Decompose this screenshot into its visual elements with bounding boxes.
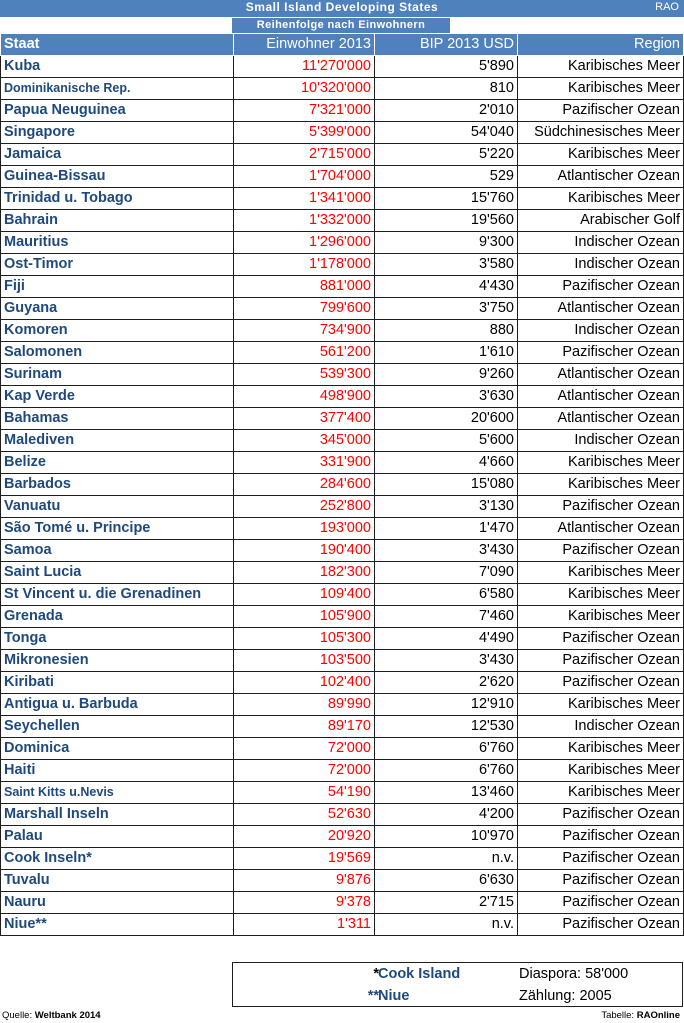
cell-region: Atlantischer Ozean <box>518 386 684 408</box>
table-body <box>1 56 684 936</box>
footnote-row <box>233 963 684 985</box>
cell-staat: Kuba <box>1 56 234 78</box>
table-row <box>1 232 684 254</box>
cell-einwohner: 105'900 <box>234 606 375 628</box>
column-header-bip: BIP 2013 USD <box>375 34 518 56</box>
cell-staat: Vanuatu <box>1 496 234 518</box>
table-row <box>1 276 684 298</box>
cell-einwohner: 1'178'000 <box>234 254 375 276</box>
cell-region: Karibisches Meer <box>518 188 684 210</box>
cell-region: Karibisches Meer <box>518 144 684 166</box>
cell-region: Indischer Ozean <box>518 716 684 738</box>
cell-bip: 19'560 <box>375 210 518 232</box>
cell-staat: Ost-Timor <box>1 254 234 276</box>
table-row <box>1 826 684 848</box>
table-row <box>1 716 684 738</box>
cell-staat: Mauritius <box>1 232 234 254</box>
cell-staat: Salomonen <box>1 342 234 364</box>
cell-region: Pazifischer Ozean <box>518 672 684 694</box>
cell-einwohner: 539'300 <box>234 364 375 386</box>
cell-einwohner: 1'332'000 <box>234 210 375 232</box>
cell-bip: 810 <box>375 78 518 100</box>
cell-region: Pazifischer Ozean <box>518 496 684 518</box>
column-header-region: Region <box>518 34 684 56</box>
cell-bip: 4'430 <box>375 276 518 298</box>
cell-staat: Trinidad u. Tobago <box>1 188 234 210</box>
cell-region: Karibisches Meer <box>518 694 684 716</box>
cell-staat: Surinam <box>1 364 234 386</box>
cell-bip: 9'300 <box>375 232 518 254</box>
cell-bip: 3'430 <box>375 540 518 562</box>
cell-bip: 5'600 <box>375 430 518 452</box>
page-subtitle: Reihenfolge nach Einwohnern <box>232 17 450 34</box>
table-row <box>1 452 684 474</box>
table-row <box>1 166 684 188</box>
cell-einwohner: 1'704'000 <box>234 166 375 188</box>
footnote-box <box>232 962 683 1007</box>
cell-bip: 4'200 <box>375 804 518 826</box>
cell-region: Karibisches Meer <box>518 606 684 628</box>
table-row <box>1 474 684 496</box>
footnote-name: Cook Island <box>378 966 461 982</box>
cell-bip: 880 <box>375 320 518 342</box>
cell-bip: n.v. <box>375 848 518 870</box>
cell-bip: 7'460 <box>375 606 518 628</box>
cell-staat: Seychellen <box>1 716 234 738</box>
cell-bip: 6'760 <box>375 760 518 782</box>
cell-staat: Malediven <box>1 430 234 452</box>
cell-bip: 7'090 <box>375 562 518 584</box>
cell-staat: Kap Verde <box>1 386 234 408</box>
cell-bip: 5'220 <box>375 144 518 166</box>
cell-staat: Niue** <box>1 914 234 936</box>
table-row <box>1 782 684 804</box>
table-row <box>1 364 684 386</box>
cell-region: Pazifischer Ozean <box>518 848 684 870</box>
cell-bip: 3'580 <box>375 254 518 276</box>
cell-einwohner: 345'000 <box>234 430 375 452</box>
cell-einwohner: 9'876 <box>234 870 375 892</box>
credit-note <box>601 1010 680 1021</box>
cell-region: Pazifischer Ozean <box>518 804 684 826</box>
cell-region: Karibisches Meer <box>518 56 684 78</box>
cell-staat: Dominikanische Rep. <box>1 78 234 100</box>
cell-einwohner: 109'400 <box>234 584 375 606</box>
table-row <box>1 210 684 232</box>
cell-region: Indischer Ozean <box>518 254 684 276</box>
cell-bip: 2'620 <box>375 672 518 694</box>
cell-einwohner: 102'400 <box>234 672 375 694</box>
table-header-row <box>1 34 684 56</box>
cell-staat: Mikronesien <box>1 650 234 672</box>
cell-bip: 6'760 <box>375 738 518 760</box>
cell-bip: 13'460 <box>375 782 518 804</box>
cell-staat: Guyana <box>1 298 234 320</box>
cell-region: Südchinesisches Meer <box>518 122 684 144</box>
table-row <box>1 298 684 320</box>
cell-region: Karibisches Meer <box>518 738 684 760</box>
cell-staat: St Vincent u. die Grenadinen <box>1 584 234 606</box>
cell-einwohner: 193'000 <box>234 518 375 540</box>
cell-staat: Haiti <box>1 760 234 782</box>
cell-bip: 12'530 <box>375 716 518 738</box>
cell-bip: 15'760 <box>375 188 518 210</box>
cell-bip: 15'080 <box>375 474 518 496</box>
table-row <box>1 804 684 826</box>
cell-region: Pazifischer Ozean <box>518 892 684 914</box>
table-row <box>1 540 684 562</box>
cell-staat: Grenada <box>1 606 234 628</box>
cell-staat: Tonga <box>1 628 234 650</box>
title-bar <box>0 0 684 17</box>
cell-einwohner: 10'320'000 <box>234 78 375 100</box>
cell-bip: 10'970 <box>375 826 518 848</box>
cell-einwohner: 182'300 <box>234 562 375 584</box>
cell-region: Pazifischer Ozean <box>518 628 684 650</box>
source-note <box>2 1010 101 1021</box>
cell-staat: Cook Inseln* <box>1 848 234 870</box>
cell-einwohner: 9'378 <box>234 892 375 914</box>
table-row <box>1 760 684 782</box>
cell-region: Pazifischer Ozean <box>518 342 684 364</box>
cell-staat: Marshall Inseln <box>1 804 234 826</box>
states-table <box>0 33 684 936</box>
table-row <box>1 122 684 144</box>
cell-einwohner: 19'569 <box>234 848 375 870</box>
cell-region: Pazifischer Ozean <box>518 540 684 562</box>
table-row <box>1 144 684 166</box>
cell-staat: Jamaica <box>1 144 234 166</box>
cell-staat: Saint Lucia <box>1 562 234 584</box>
footnote-mark: ** <box>367 988 379 1004</box>
cell-einwohner: 103'500 <box>234 650 375 672</box>
cell-einwohner: 498'900 <box>234 386 375 408</box>
table-row <box>1 320 684 342</box>
cell-einwohner: 561'200 <box>234 342 375 364</box>
table-row <box>1 650 684 672</box>
table-row <box>1 738 684 760</box>
source-label: Quelle: <box>2 1010 33 1021</box>
cell-region: Atlantischer Ozean <box>518 298 684 320</box>
source-value: Weltbank 2014 <box>34 1010 101 1021</box>
table-row <box>1 914 684 936</box>
cell-region: Pazifischer Ozean <box>518 914 684 936</box>
cell-staat: Kiribati <box>1 672 234 694</box>
cell-staat: Papua Neuguinea <box>1 100 234 122</box>
cell-region: Karibisches Meer <box>518 78 684 100</box>
cell-region: Karibisches Meer <box>518 562 684 584</box>
cell-region: Karibisches Meer <box>518 452 684 474</box>
table-row <box>1 188 684 210</box>
column-header-staat: Staat <box>1 34 234 56</box>
cell-bip: 20'600 <box>375 408 518 430</box>
cell-region: Pazifischer Ozean <box>518 826 684 848</box>
table-row <box>1 606 684 628</box>
cell-region: Indischer Ozean <box>518 320 684 342</box>
cell-staat: Saint Kitts u.Nevis <box>1 782 234 804</box>
cell-staat: Palau <box>1 826 234 848</box>
cell-region: Pazifischer Ozean <box>518 100 684 122</box>
cell-staat: Singapore <box>1 122 234 144</box>
cell-einwohner: 5'399'000 <box>234 122 375 144</box>
table-row <box>1 254 684 276</box>
cell-region: Pazifischer Ozean <box>518 870 684 892</box>
column-header-einwohner: Einwohner 2013 <box>234 34 375 56</box>
cell-einwohner: 72'000 <box>234 738 375 760</box>
cell-einwohner: 11'270'000 <box>234 56 375 78</box>
cell-bip: 12'910 <box>375 694 518 716</box>
cell-bip: 3'130 <box>375 496 518 518</box>
cell-bip: 9'260 <box>375 364 518 386</box>
cell-einwohner: 799'600 <box>234 298 375 320</box>
table-row <box>1 342 684 364</box>
cell-bip: 3'630 <box>375 386 518 408</box>
cell-region: Pazifischer Ozean <box>518 650 684 672</box>
cell-einwohner: 89'990 <box>234 694 375 716</box>
cell-staat: Samoa <box>1 540 234 562</box>
footnote-row <box>233 985 684 1007</box>
cell-bip: 3'750 <box>375 298 518 320</box>
cell-region: Atlantischer Ozean <box>518 518 684 540</box>
cell-staat: Belize <box>1 452 234 474</box>
cell-bip: 3'430 <box>375 650 518 672</box>
cell-staat: Bahrain <box>1 210 234 232</box>
table-row <box>1 430 684 452</box>
cell-einwohner: 54'190 <box>234 782 375 804</box>
cell-region: Indischer Ozean <box>518 430 684 452</box>
table-row <box>1 56 684 78</box>
footnote-note: Zählung: 2005 <box>519 988 612 1004</box>
cell-staat: São Tomé u. Principe <box>1 518 234 540</box>
cell-einwohner: 1'341'000 <box>234 188 375 210</box>
table-row <box>1 584 684 606</box>
cell-bip: 4'660 <box>375 452 518 474</box>
cell-bip: 6'580 <box>375 584 518 606</box>
cell-region: Karibisches Meer <box>518 584 684 606</box>
cell-bip: 2'010 <box>375 100 518 122</box>
cell-bip: 5'890 <box>375 56 518 78</box>
cell-region: Atlantischer Ozean <box>518 408 684 430</box>
table-row <box>1 386 684 408</box>
table-row <box>1 892 684 914</box>
table-row <box>1 672 684 694</box>
table-row <box>1 848 684 870</box>
cell-staat: Dominica <box>1 738 234 760</box>
cell-staat: Fiji <box>1 276 234 298</box>
footnote-note: Diaspora: 58'000 <box>519 966 629 982</box>
cell-staat: Komoren <box>1 320 234 342</box>
table-row <box>1 496 684 518</box>
table-row <box>1 628 684 650</box>
cell-bip: n.v. <box>375 914 518 936</box>
cell-region: Karibisches Meer <box>518 760 684 782</box>
cell-einwohner: 1'311 <box>234 914 375 936</box>
cell-bip: 2'715 <box>375 892 518 914</box>
cell-region: Atlantischer Ozean <box>518 166 684 188</box>
credit-label: Tabelle: <box>601 1010 635 1021</box>
cell-region: Atlantischer Ozean <box>518 364 684 386</box>
cell-staat: Guinea-Bissau <box>1 166 234 188</box>
cell-staat: Bahamas <box>1 408 234 430</box>
cell-einwohner: 89'170 <box>234 716 375 738</box>
cell-bip: 6'630 <box>375 870 518 892</box>
cell-einwohner: 1'296'000 <box>234 232 375 254</box>
cell-region: Arabischer Golf <box>518 210 684 232</box>
cell-einwohner: 331'900 <box>234 452 375 474</box>
cell-einwohner: 377'400 <box>234 408 375 430</box>
cell-bip: 54'040 <box>375 122 518 144</box>
cell-einwohner: 105'300 <box>234 628 375 650</box>
table-row <box>1 100 684 122</box>
cell-region: Karibisches Meer <box>518 782 684 804</box>
cell-bip: 1'610 <box>375 342 518 364</box>
cell-einwohner: 190'400 <box>234 540 375 562</box>
table-row <box>1 78 684 100</box>
cell-einwohner: 734'900 <box>234 320 375 342</box>
table-row <box>1 562 684 584</box>
cell-einwohner: 2'715'000 <box>234 144 375 166</box>
rao-badge: RAO <box>655 1 679 13</box>
cell-region: Pazifischer Ozean <box>518 276 684 298</box>
credit-value: RAOnline <box>636 1010 680 1021</box>
cell-region: Indischer Ozean <box>518 232 684 254</box>
cell-einwohner: 52'630 <box>234 804 375 826</box>
cell-einwohner: 7'321'000 <box>234 100 375 122</box>
cell-staat: Barbados <box>1 474 234 496</box>
page-title: Small Island Developing States <box>245 0 439 14</box>
cell-staat: Tuvalu <box>1 870 234 892</box>
table-row <box>1 870 684 892</box>
cell-einwohner: 284'600 <box>234 474 375 496</box>
cell-region: Karibisches Meer <box>518 474 684 496</box>
footnote-name: Niue <box>378 988 410 1004</box>
cell-einwohner: 20'920 <box>234 826 375 848</box>
footnote-mark: * <box>373 966 379 982</box>
cell-bip: 529 <box>375 166 518 188</box>
table-row <box>1 694 684 716</box>
cell-einwohner: 252'800 <box>234 496 375 518</box>
cell-bip: 1'470 <box>375 518 518 540</box>
cell-einwohner: 72'000 <box>234 760 375 782</box>
cell-bip: 4'490 <box>375 628 518 650</box>
cell-einwohner: 881'000 <box>234 276 375 298</box>
cell-staat: Nauru <box>1 892 234 914</box>
cell-staat: Antigua u. Barbuda <box>1 694 234 716</box>
table-row <box>1 518 684 540</box>
table-row <box>1 408 684 430</box>
